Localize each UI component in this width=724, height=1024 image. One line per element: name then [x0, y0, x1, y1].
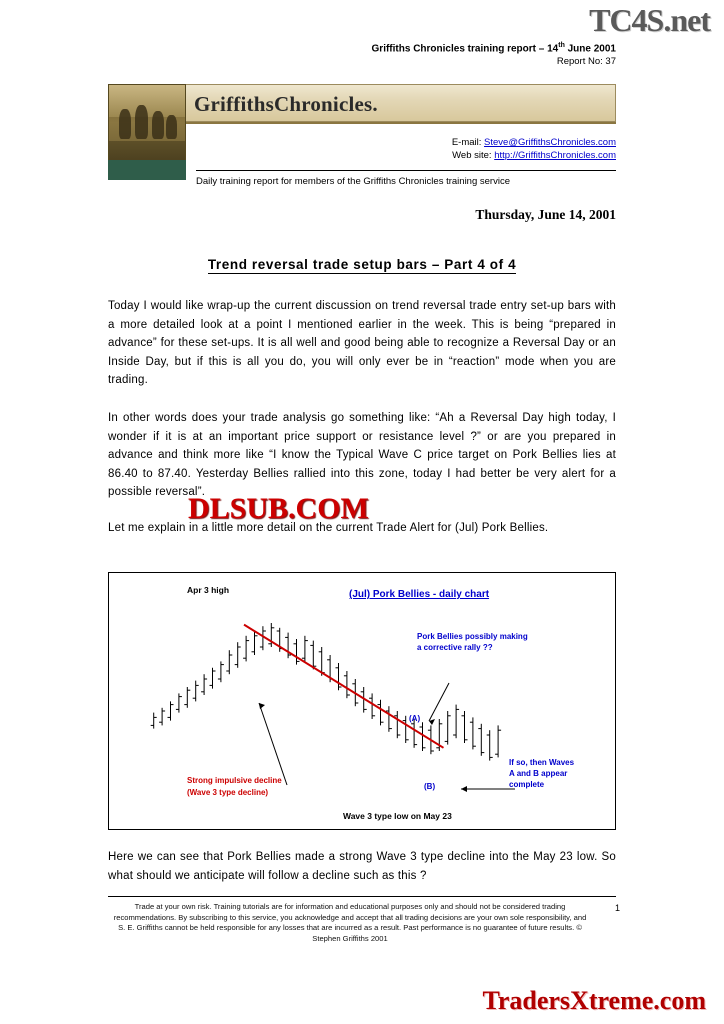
service-tagline: Daily training report for members of the Griffiths Chronicles training service: [196, 176, 510, 187]
annotation-point-a: (A): [409, 714, 421, 723]
paragraph-1: Today I would like wrap-up the current discussion on trend reversal trade entry set-up bars with a more detailed look at a point I mentioned earlier in the week. This is being “prepared in advance” for these set-ups. It is all well and good being able to recognize a Reversal Day or an Inside Day, but if this is all you do, you will only ever be in “reaction” mode when you are trading.: [108, 300, 616, 386]
report-date: Thursday, June 14, 2001: [475, 207, 616, 222]
annotation-impulsive-decline: Strong impulsive decline (Wave 3 type decline): [187, 776, 282, 797]
page-title-text: Trend reversal trade setup bars – Part 4 of 4: [207, 257, 517, 272]
website-link[interactable]: http://GriffithsChronicles.com: [494, 150, 616, 161]
annotation-waves-complete: If so, then Waves A and B appear complete: [509, 758, 575, 789]
photo-figure-4: [166, 115, 177, 139]
price-chart: [108, 572, 616, 830]
website-row: [452, 149, 616, 162]
chart-svg: [109, 573, 615, 829]
page-title: [0, 257, 724, 272]
report-header-sup: th: [558, 42, 565, 49]
website-label: Web site:: [452, 150, 492, 161]
arrow-impulsive-decline: [259, 703, 287, 785]
annotation-wave3-low: Wave 3 type low on May 23: [343, 811, 452, 821]
paragraph-2: In other words does your trade analysis go something like: “Ah a Reversal Day high today, I wonder if it is at an important price support or resistance level ?” or are you prepared in advance and think more like “I know the Typical Wave C price target on Pork Bellies lies at 86.40 to 87.40. Yesterday Bellies rallied into this zone, today I had better be very alert for a possible reversal”.: [108, 412, 616, 498]
photo-figure-3: [152, 111, 164, 139]
report-header-title: [372, 42, 616, 54]
watermark-tc4s: TC4S.net: [589, 2, 710, 38]
contact-block: [452, 136, 616, 162]
email-link[interactable]: Steve@GriffithsChronicles.com: [484, 137, 616, 148]
paragraph-4: Here we can see that Pork Bellies made a strong Wave 3 type decline into the May 23 low. So what should we anticipate will follow a decline such as this ?: [108, 851, 616, 882]
arrow-corrective-rally: [429, 683, 449, 721]
masthead-green-block: [108, 160, 186, 180]
chart-title: (Jul) Pork Bellies - daily chart: [349, 589, 490, 600]
report-header-suffix: June 2001: [564, 43, 616, 55]
brand-title: GriffithsChronicles.: [194, 92, 378, 116]
annotation-point-b: (B): [424, 782, 436, 791]
footer-divider: [108, 896, 616, 897]
paragraph-3: Let me explain in a little more detail on the current Trade Alert for (Jul) Pork Bellies.: [108, 522, 549, 534]
photo-figure-1: [119, 109, 131, 139]
report-number: Report No: 37: [556, 56, 616, 67]
report-header-prefix: Griffiths Chronicles training report – 14: [371, 43, 559, 55]
photo-figure-2: [135, 105, 148, 139]
watermark-dlsub: DLSUB.COM: [188, 492, 369, 525]
email-row: [452, 136, 616, 149]
header-divider: [196, 170, 616, 171]
email-label: E-mail:: [451, 137, 482, 148]
watermark-tradersxtreme: TradersXtreme.com: [482, 986, 706, 1015]
footer-disclaimer: Trade at your own risk. Training tutorials are for information and educational purposes only and should not be considered trading recommendations. By subscribing to this service, you acknowledge and accept that all trading decisions are your own sole responsibility, and S. E. Griffiths cannot be held responsible for any losses that are incurred as a result. Past performance is no guarantee of future results. © Stephen Griffiths 2001: [113, 902, 587, 943]
page-number: 1: [614, 903, 620, 913]
masthead-divider: [186, 122, 616, 124]
annotation-apr-3-high: Apr 3 high: [187, 585, 230, 595]
annotation-corrective-rally: Pork Bellies possibly making a corrective rally ??: [417, 632, 528, 652]
